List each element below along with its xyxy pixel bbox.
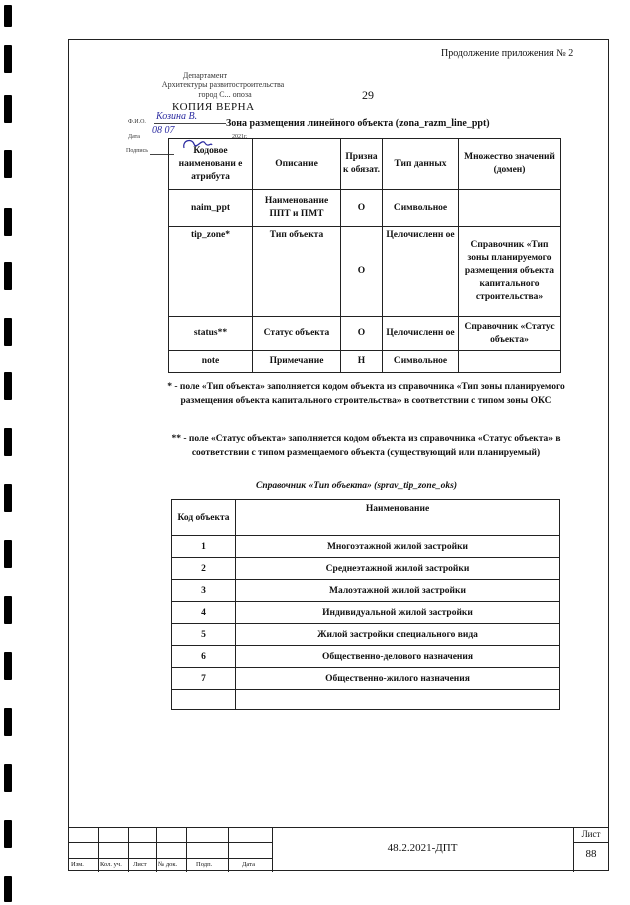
table-cell [459, 190, 561, 227]
table-cell: Малоэтажной жилой застройки [236, 580, 560, 602]
page-number: 29 [362, 88, 374, 102]
table-row [169, 227, 561, 317]
table-cell: Целочисленн ое [383, 227, 459, 317]
fio-label: Ф.И.О. [128, 119, 146, 125]
binder-mark [4, 596, 12, 624]
table-cell: Символьное [383, 190, 459, 227]
binder-mark [4, 150, 12, 178]
header-cell: Описание [253, 139, 341, 190]
table-cell: tip_zone* [169, 227, 253, 317]
table-cell: Справочник «Тип зоны планируемого размещения объекта капитального строительства» [459, 227, 561, 317]
header-cell: Тип данных [383, 139, 459, 190]
footnote-1: * - поле «Тип объекта» заполняется кодом объекта из справочника «Тип зоны планируемого размещения объекта капитального строительства» в соответствии с типом зоны ОКС [167, 382, 565, 406]
document-code: 48.2.2021-ДПТ [387, 842, 458, 854]
table-row [169, 317, 561, 351]
binder-mark [4, 652, 12, 680]
date-year: 2021г. [232, 134, 248, 140]
binder-mark [4, 45, 12, 73]
table-cell [459, 351, 561, 373]
table-cell: Тип объекта [253, 227, 341, 317]
table-row [172, 690, 560, 710]
table-cell: Общественно-делового назначения [236, 646, 560, 668]
table-cell: Статус объекта [253, 317, 341, 351]
col-label-kol-uch: Кол. уч. [100, 861, 122, 868]
table-row [172, 624, 560, 646]
stamp-line3: город С... опоза [198, 90, 252, 99]
table-cell: Жилой застройки специального вида [236, 624, 560, 646]
date-value: 08 07 [152, 125, 175, 136]
table-row [172, 558, 560, 580]
title-block [68, 827, 609, 871]
table-cell: 4 [172, 602, 236, 624]
reference-title: Справочник «Тип объекта» (sprav_tip_zone_oks) [256, 481, 458, 491]
table-cell: Целочисленн ое [383, 317, 459, 351]
table-cell: О [341, 190, 383, 227]
binder-mark [4, 540, 12, 568]
table-title: Зона размещения линейного объекта (zona_razm_line_ppt) [226, 118, 490, 129]
sheet-label: Лист [581, 829, 601, 839]
table-row [172, 580, 560, 602]
sheet-number: 88 [585, 848, 597, 860]
binder-mark [4, 708, 12, 736]
table-cell: Индивидуальной жилой застройки [236, 602, 560, 624]
table-cell: О [341, 227, 383, 317]
table-cell [236, 690, 560, 710]
table-cell: 2 [172, 558, 236, 580]
table-cell: note [169, 351, 253, 373]
table-cell: О [341, 317, 383, 351]
col-label-podp: Подп. [196, 861, 213, 868]
table-cell: Многоэтажной жилой застройки [236, 536, 560, 558]
table-cell: status** [169, 317, 253, 351]
table-cell: Символьное [383, 351, 459, 373]
binder-mark [4, 5, 12, 27]
col-label-doc: № док. [158, 861, 178, 868]
table-cell: 7 [172, 668, 236, 690]
table-cell: 3 [172, 580, 236, 602]
table-row [172, 536, 560, 558]
table-row [169, 351, 561, 373]
copy-verified-label: КОПИЯ ВЕРНА [172, 101, 255, 113]
footnote-2: ** - поле «Статус объекта» заполняется кодом объекта из справочника «Статус объекта» в соответствии с типом размещаемого объекта (существующий или планируемый) [171, 434, 561, 458]
table-cell: 1 [172, 536, 236, 558]
table-cell [172, 690, 236, 710]
table-cell: Наименование ППТ и ПМТ [253, 190, 341, 227]
binder-mark [4, 428, 12, 456]
date-label: Дата [128, 134, 140, 140]
table-cell: naim_ppt [169, 190, 253, 227]
binder-mark [4, 95, 12, 123]
binder-mark [4, 484, 12, 512]
table-cell: Общественно-жилого назначения [236, 668, 560, 690]
header-cell: Кодовое наименовани е атрибута [169, 139, 253, 190]
appendix-label: Продолжение приложения № 2 [441, 48, 574, 59]
signature-label: Подпись [126, 148, 149, 154]
table-row [172, 602, 560, 624]
table-cell: Примечание [253, 351, 341, 373]
stamp-line1: Департамент [182, 71, 228, 80]
binder-mark [4, 262, 12, 290]
fio-underline [154, 123, 226, 124]
binder-mark [4, 764, 12, 792]
table-row [172, 646, 560, 668]
table-row [172, 668, 560, 690]
binder-mark [4, 208, 12, 236]
binder-mark [4, 318, 12, 346]
table-header-row [169, 139, 561, 190]
table-header-row [172, 500, 560, 536]
col-label-izm: Изм. [71, 861, 84, 868]
table-cell: Справочник «Статус объекта» [459, 317, 561, 351]
header-cell: Наименование [236, 500, 560, 536]
header-cell: Призна к обязат. [341, 139, 383, 190]
table-cell: 6 [172, 646, 236, 668]
header-cell: Множество значений (домен) [459, 139, 561, 190]
binder-mark [4, 372, 12, 400]
table-cell: Н [341, 351, 383, 373]
attributes-table [168, 138, 561, 373]
table-cell: 5 [172, 624, 236, 646]
stamp-line2: Архитектуры развитостроительства [161, 80, 285, 89]
col-label-data: Дата [242, 861, 255, 868]
object-type-table [171, 499, 560, 710]
table-cell: Среднеэтажной жилой застройки [236, 558, 560, 580]
binder-mark [4, 876, 12, 902]
table-row [169, 190, 561, 227]
binder-mark [4, 820, 12, 848]
header-cell: Код объекта [172, 500, 236, 536]
col-label-list: Лист [133, 861, 147, 868]
fio-signature: Козина В. [156, 111, 198, 122]
